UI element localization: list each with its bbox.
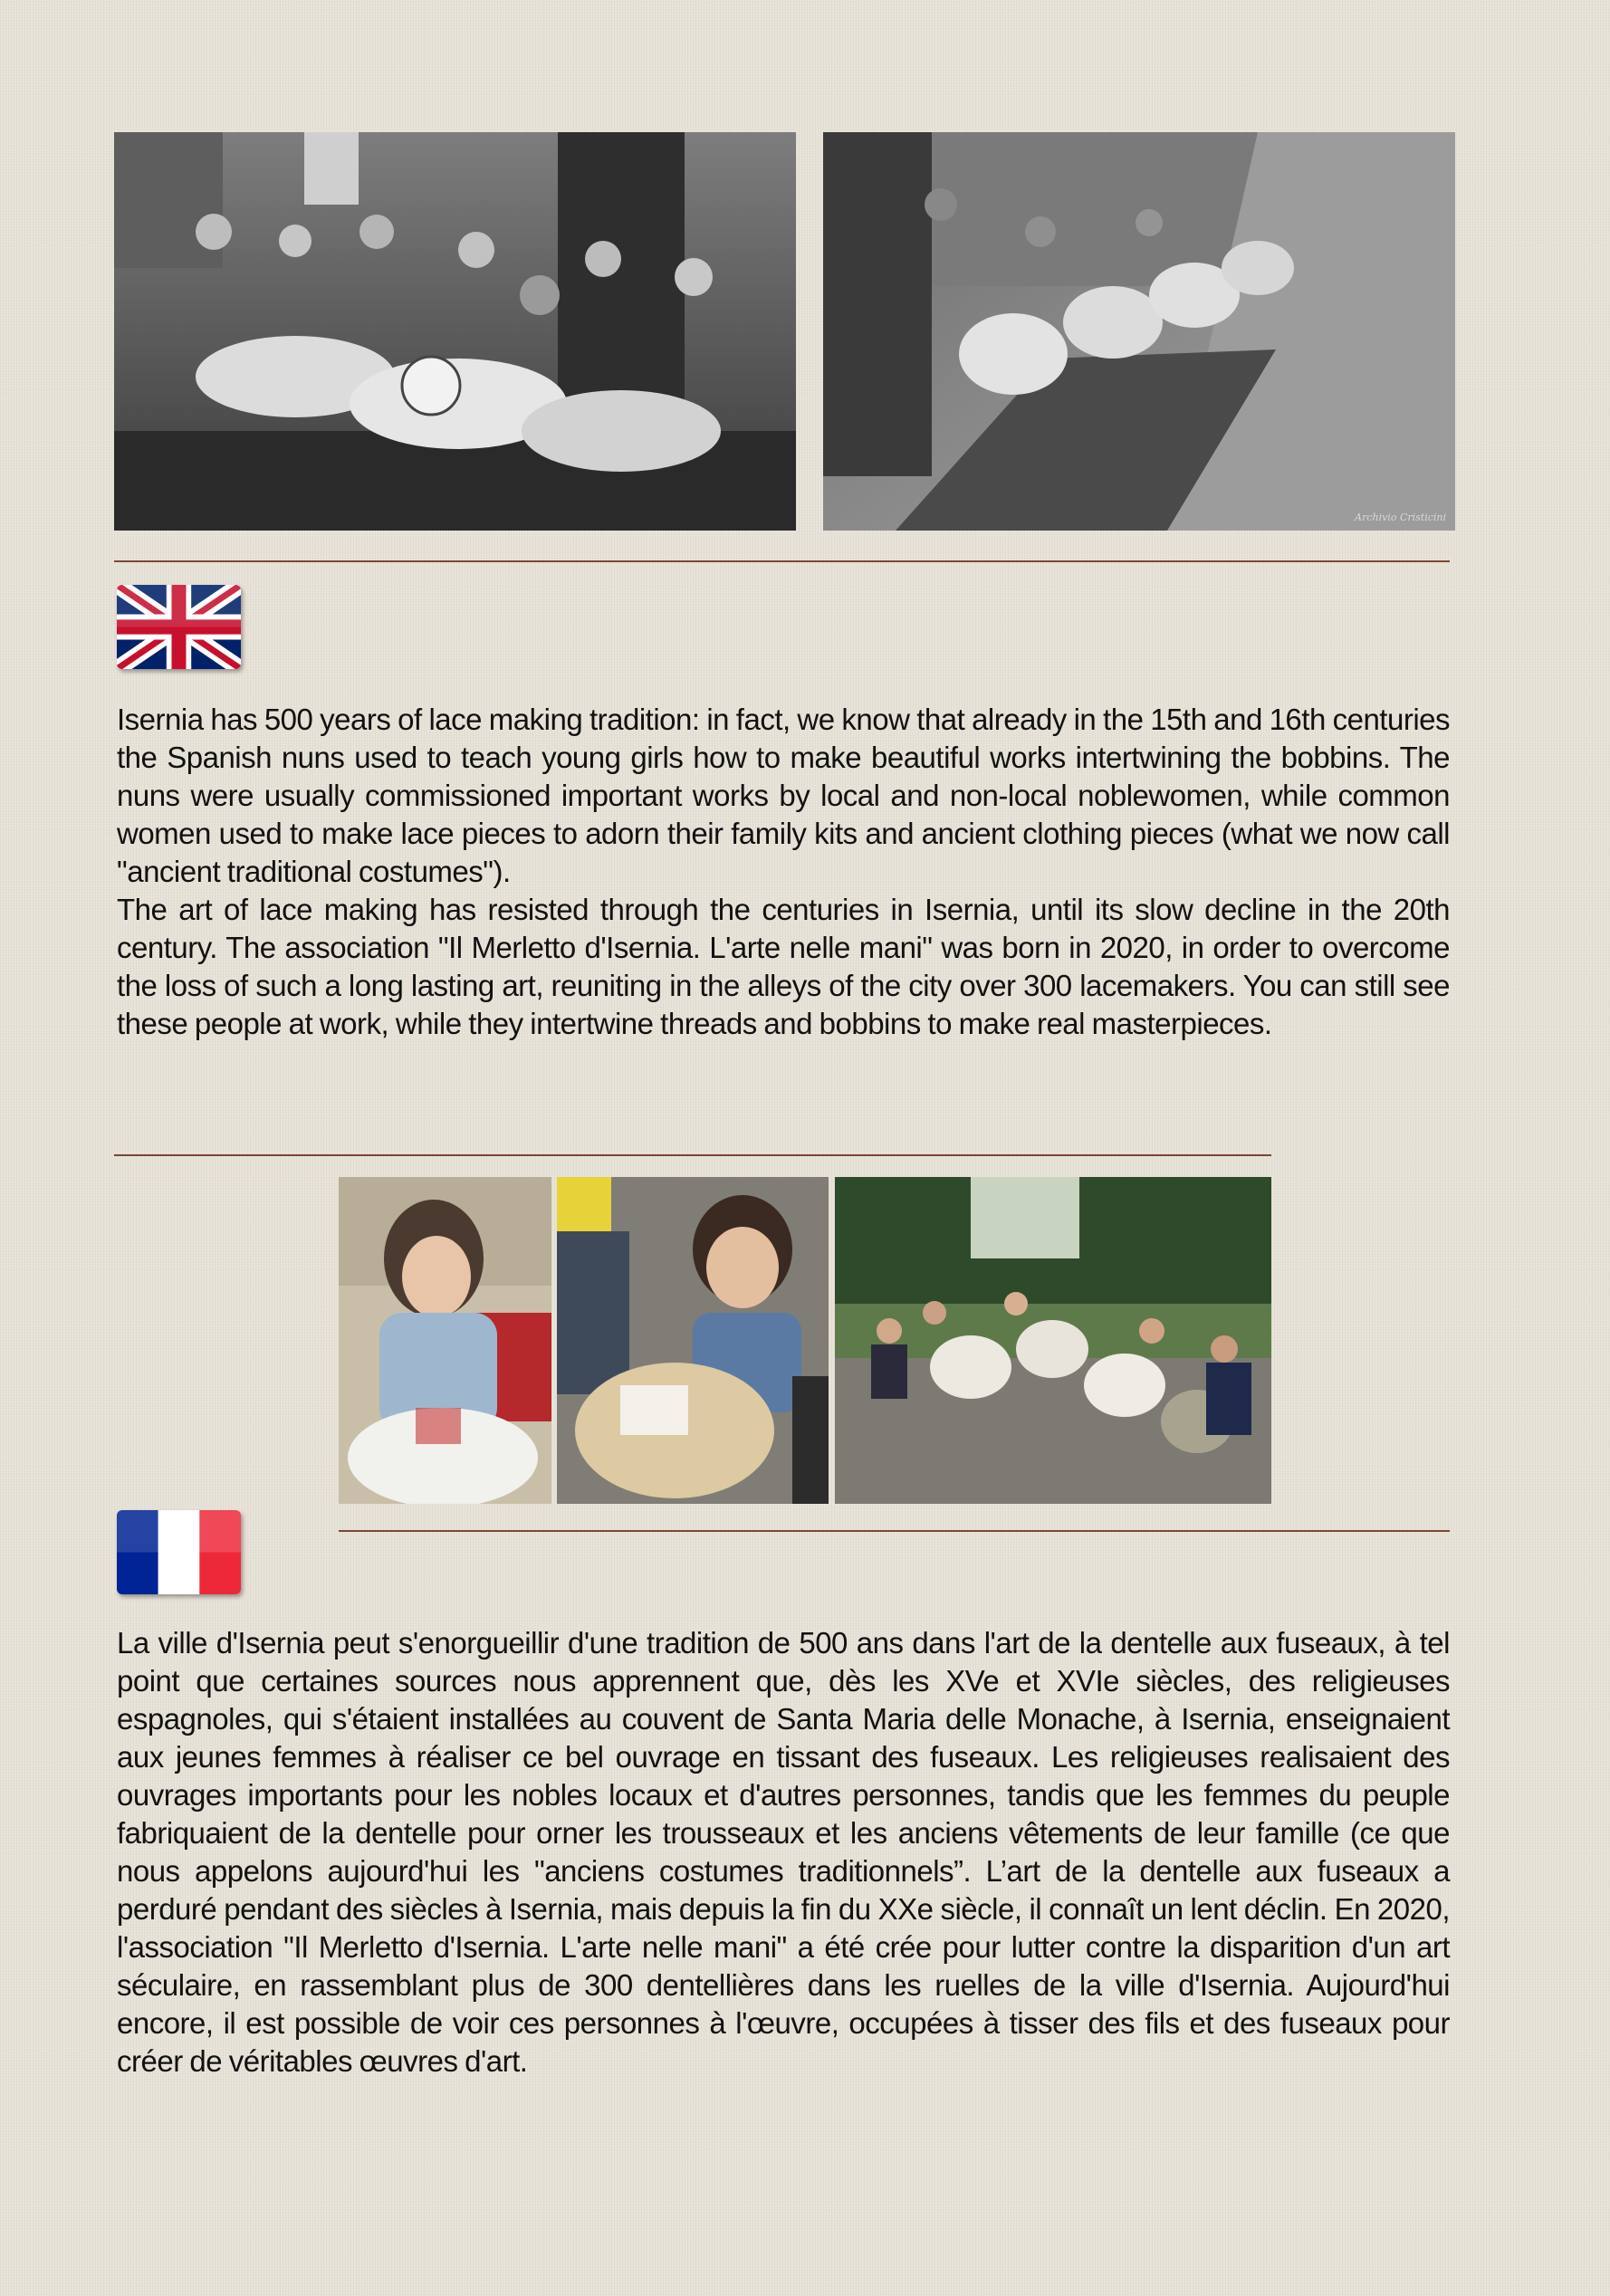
divider-middle [114,1154,1271,1156]
lacemakers-park-gathering-photo [835,1177,1271,1504]
girl-at-lace-pillow-photo [557,1177,829,1504]
french-paragraph-1: La ville d'Isernia peut s'enorgueillir d'une tradition de 500 ans dans l'art de la dentelle aux fuseaux, à tel point que certaines sources nous apprennent que, dès les XVe et XVIe siècles, des religieuses espagnoles, qui s'étaient installées au couvent de Santa Maria delle Monache, à Isernia, enseignaient aux jeunes femmes à réaliser ce bel ouvrage en tissant des fuseaux. Les religieuses realisaient des ouvrages importants pour les nobles locaux et d'autres personnes, tandis que les femmes du peuple fabriquaient de la dentelle pour orner les trousseaux et les anciens vêtements de leur famille (ce que nous appelons aujourd'hui les "anciens costumes traditionnels”. L’art de la dentelle aux fuseaux a perduré pendant des siècles à Isernia, mais depuis la fin du XXe siècle, il connaît un lent déclin. En 2020, l'association "Il Merletto d'Isernia. L'arte nelle mani" a été crée pour lutter contre la disparition d'un art séculaire, en rassemblant plus de 300 dentellières dans les ruelles de la ville d'Isernia. Aujourd'hui encore, il est possible de voir ces personnes à l'œuvre, occupées à tisser des fils et des fuseaux pour créer de véritables œuvres d'art. [117,1626,1450,2078]
english-paragraph-1: Isernia has 500 years of lace making tradition: in fact, we know that already in the 15th and 16th centuries the Spanish nuns used to teach young girls how to make beautiful works intertwining the bobbins. The nuns were usually commissioned important works by local and non-local noblewomen, while common women used to make lace pieces to adorn their family kits and ancient clothing pieces (what we now call "ancient traditional costumes"). [117,703,1450,888]
french-text [117,1624,1450,2081]
english-text [117,701,1450,1043]
bw-lacemakers-group-photo [114,132,796,531]
english-paragraph-2: The art of lace making has resisted through the centuries in Isernia, until its slow decline in the 20th century. The association "Il Merletto d'Isernia. L'arte nelle mani" was born in 2020, in order to overcome the loss of such a long lasting art, reuniting in the alleys of the city over 300 lacemakers. You can still see these people at work, while they intertwine threads and bobbins to make real masterpieces. [117,893,1450,1040]
france-flag-icon [117,1510,241,1594]
bw-lacemakers-street-photo [823,132,1455,531]
girl-with-lace-pillow-photo [339,1177,551,1504]
uk-flag-icon [117,585,241,669]
photo-credit: Archivio Cristicini [1355,512,1446,523]
divider-bottom [339,1530,1450,1532]
divider-top [114,560,1450,562]
